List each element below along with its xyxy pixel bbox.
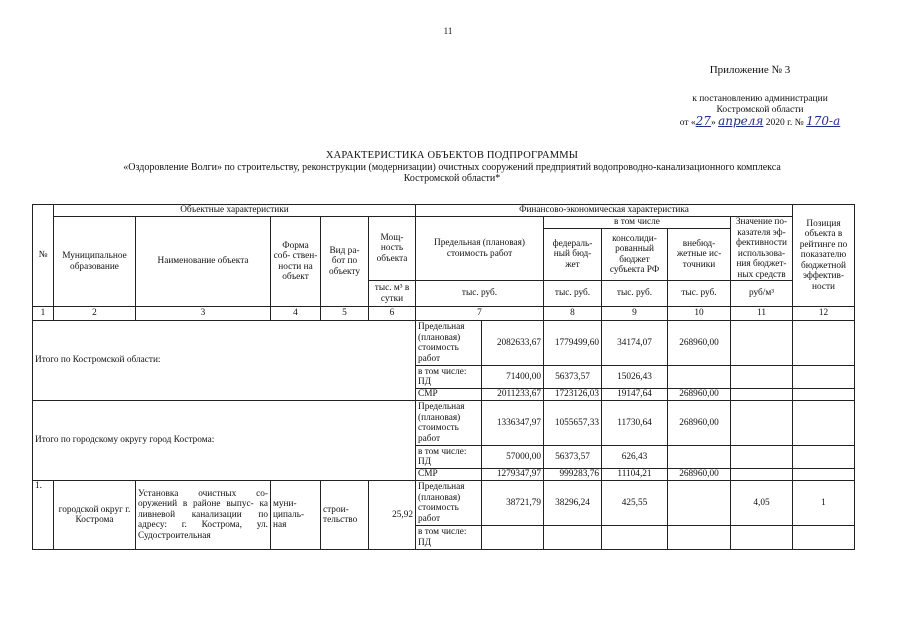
table-cell: 15026,43	[602, 366, 668, 389]
col-number: 4	[271, 307, 321, 321]
decree-number-handwritten: 170-а	[806, 114, 841, 128]
total-region-label: Итого по Костромской области:	[33, 321, 416, 401]
decree-day-handwritten: 27	[695, 114, 711, 128]
table-cell	[668, 366, 731, 389]
table-cell: 1723126,03	[544, 389, 602, 401]
decree-mid: »	[710, 118, 719, 128]
header-extrabudget: внебюд- жетные ис- точники	[668, 229, 731, 281]
table-cell	[482, 526, 544, 550]
col-number: 6	[369, 307, 416, 321]
appendix-label: Приложение № 3	[709, 64, 791, 76]
table-cell	[668, 446, 731, 469]
header-indicator: Значение по- казателя эф- фективности использова- ния бюджет- ных средств	[731, 217, 793, 281]
row-label-smr: СМР	[416, 469, 482, 481]
table-cell	[544, 526, 602, 550]
decree-month-handwritten: апреля	[718, 114, 764, 128]
table-cell	[731, 366, 793, 389]
table-cell	[731, 389, 793, 401]
object-indicator: 4,05	[731, 481, 793, 526]
decree-year: 2020 г. №	[763, 118, 807, 128]
table-cell: 11104,21	[602, 469, 668, 481]
object-ownership: муни- ципаль- ная	[271, 481, 321, 550]
table-cell: 34174,07	[602, 321, 668, 366]
decree-line-1: к постановлению администрации	[692, 94, 828, 104]
table-cell: 1055657,33	[544, 401, 602, 446]
unit-extrabudget: тыс. руб.	[668, 281, 731, 307]
table-cell	[668, 481, 731, 526]
table-cell: 19147,64	[602, 389, 668, 401]
header-including: в том числе	[544, 217, 731, 229]
objects-table	[32, 204, 855, 550]
table-cell: 38721,79	[482, 481, 544, 526]
header-object-name: Наименование объекта	[136, 217, 271, 307]
row-label-pd: в том числе: ПД	[416, 366, 482, 389]
header-financial-characteristics: Финансово-экономическая характеристика	[416, 205, 793, 217]
table-cell: 626,43	[602, 446, 668, 469]
page-number: 11	[443, 26, 453, 36]
unit-indicator: руб/м³	[731, 281, 793, 307]
col-number: 10	[668, 307, 731, 321]
col-number: 3	[136, 307, 271, 321]
table-cell: 1336347,97	[482, 401, 544, 446]
decree-line-2: Костромской области	[716, 105, 804, 115]
unit-limit-cost: тыс. руб.	[416, 281, 544, 307]
total-city-label: Итого по городскому округу город Кострома:	[33, 401, 416, 481]
table-cell: 56373,57	[544, 366, 602, 389]
header-federal: федераль- ный бюд- жет	[544, 229, 602, 281]
table-cell	[793, 446, 855, 469]
table-cell	[731, 446, 793, 469]
table-cell: 268960,00	[668, 401, 731, 446]
col-number: 9	[602, 307, 668, 321]
row-label-limit: Предельная (плановая) стоимость работ	[416, 401, 482, 446]
table-cell	[793, 366, 855, 389]
col-number: 5	[321, 307, 369, 321]
table-cell	[793, 321, 855, 366]
document-title	[40, 150, 864, 185]
row-label-pd: в том числе: ПД	[416, 446, 482, 469]
row-label-limit: Предельная (плановая) стоимость работ	[416, 321, 482, 366]
table-cell: 38296,24	[544, 481, 602, 526]
table-cell: 11730,64	[602, 401, 668, 446]
header-object-characteristics: Объектные характеристики	[54, 205, 416, 217]
table-cell	[668, 526, 731, 550]
table-cell	[793, 469, 855, 481]
title-line-1: ХАРАКТЕРИСТИКА ОБЪЕКТОВ ПОДПРОГРАММЫ	[325, 150, 579, 161]
table-cell: 56373,57	[544, 446, 602, 469]
table-cell: 268960,00	[668, 389, 731, 401]
table-cell: 1279347,97	[482, 469, 544, 481]
row-label-limit: Предельная (плановая) стоимость работ	[416, 481, 482, 526]
col-number: 7	[416, 307, 544, 321]
object-capacity: 25,92	[369, 481, 416, 550]
table-cell: 268960,00	[668, 321, 731, 366]
object-position: 1	[793, 481, 855, 526]
table-cell: 425,55	[602, 481, 668, 526]
header-consolidated: консолиди- рованный бюджет субъекта РФ	[602, 229, 668, 281]
col-number: 8	[544, 307, 602, 321]
table-cell: 1779499,60	[544, 321, 602, 366]
table-cell: 268960,00	[668, 469, 731, 481]
table-cell	[731, 469, 793, 481]
table-cell	[793, 401, 855, 446]
table-cell	[793, 526, 855, 550]
header-work-type: Вид ра- бот по объекту	[321, 217, 369, 307]
table-cell: 57000,00	[482, 446, 544, 469]
row-label-smr: СМР	[416, 389, 482, 401]
header-limit-cost: Предельная (плановая) стоимость работ	[416, 217, 544, 281]
row-label-pd: в том числе: ПД	[416, 526, 482, 550]
header-municipality: Муниципальное образование	[54, 217, 136, 307]
table-cell	[793, 389, 855, 401]
col-number: 11	[731, 307, 793, 321]
table-cell: 999283,76	[544, 469, 602, 481]
col-number: 12	[793, 307, 855, 321]
header-capacity: Мощ- ность объекта	[369, 217, 416, 281]
table-cell	[731, 321, 793, 366]
table-cell: 71400,00	[482, 366, 544, 389]
title-line-3: Костромской области*	[403, 173, 501, 184]
table-cell	[602, 526, 668, 550]
object-work-type: строи- тельство	[321, 481, 369, 550]
col-number: 2	[54, 307, 136, 321]
header-position: Позиция объекта в рейтинге по показателю бюджетной эффектив- ности	[793, 205, 855, 307]
table-cell: 2082633,67	[482, 321, 544, 366]
object-name: Установка очистных со- оружений в районе выпус- ка ливневой канализации по адресу: г. Кострома, ул. Судостроительная	[136, 481, 271, 550]
col-number: 1	[33, 307, 54, 321]
object-number: 1.	[33, 481, 54, 550]
unit-consolidated: тыс. руб.	[602, 281, 668, 307]
title-line-2: «Оздоровление Волги» по строительству, реконструкции (модернизации) очистных сооружений предприятий водопроводно-канализационного комплекса	[123, 161, 781, 173]
decree-date-line	[650, 116, 870, 129]
table-cell: 2011233,67	[482, 389, 544, 401]
decree-prefix: от «	[679, 118, 696, 128]
header-no: №	[33, 205, 54, 307]
decree-reference	[650, 94, 870, 129]
table-cell	[731, 526, 793, 550]
unit-federal: тыс. руб.	[544, 281, 602, 307]
object-municipality: городской округ г. Кострома	[54, 481, 136, 550]
header-ownership: Форма соб- ствен- ности на объект	[271, 217, 321, 307]
table-cell	[731, 401, 793, 446]
unit-capacity: тыс. м³ в сутки	[369, 281, 416, 307]
